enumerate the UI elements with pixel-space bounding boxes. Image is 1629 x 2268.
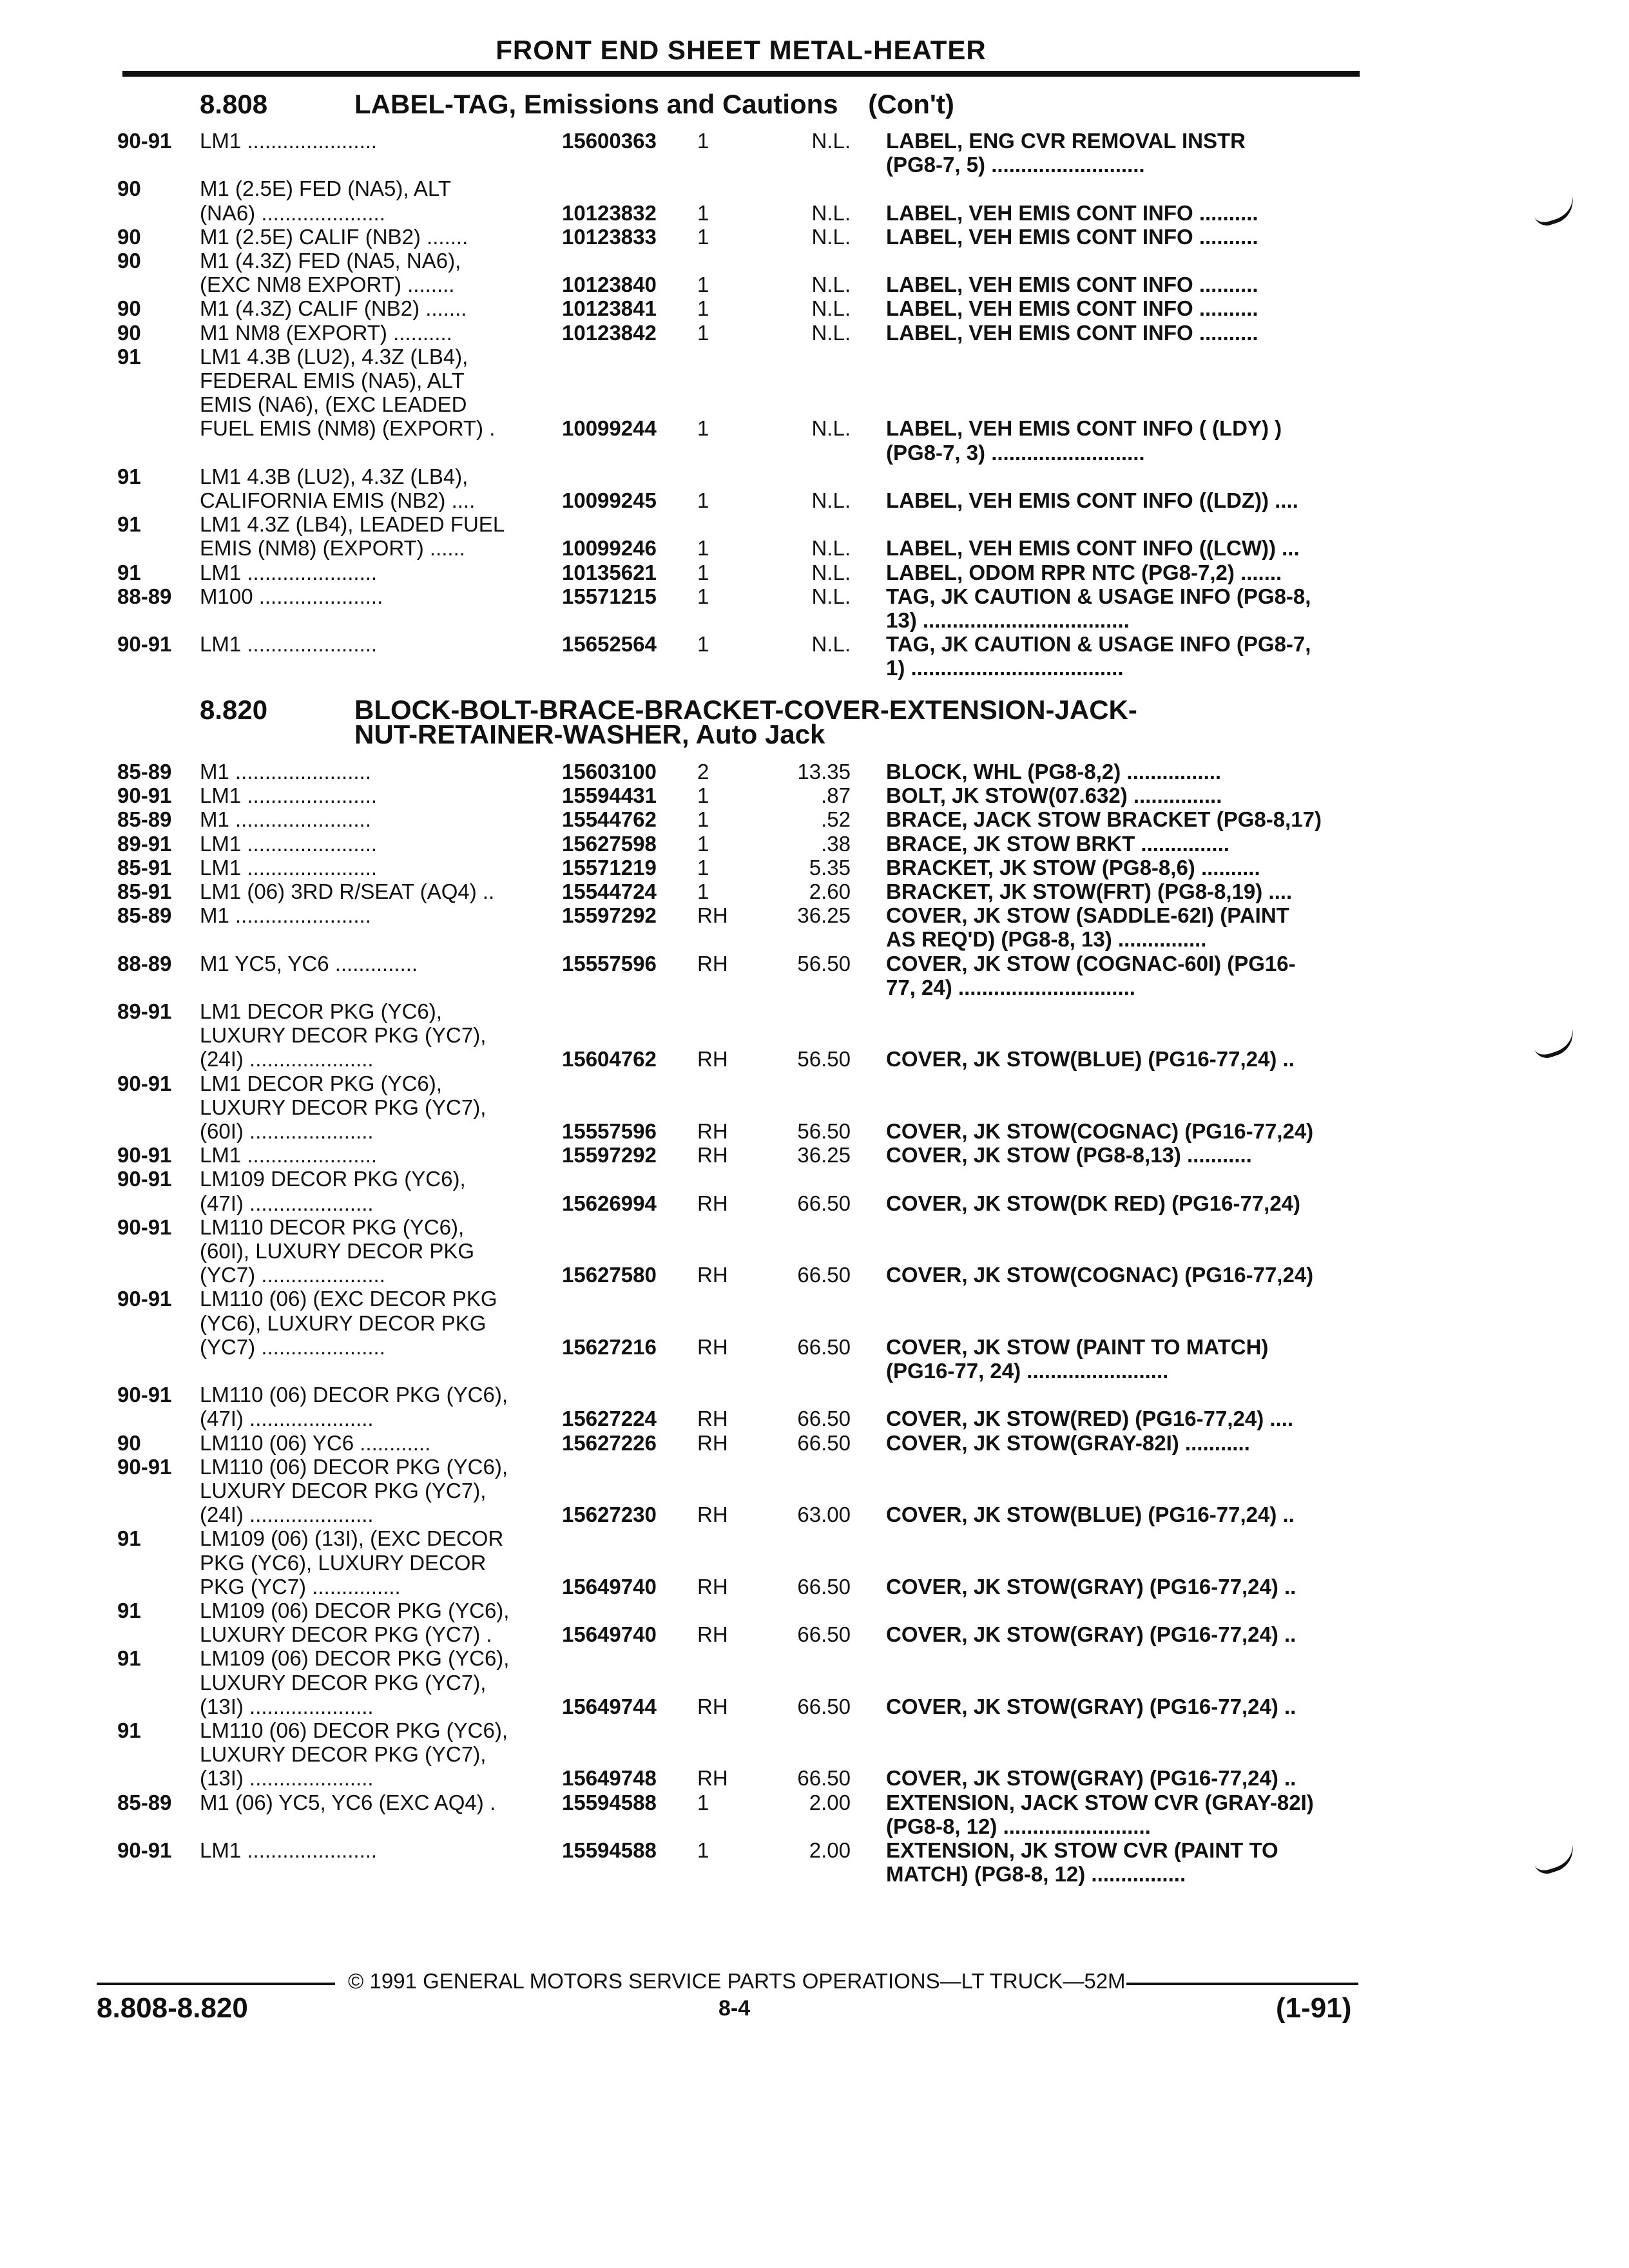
row-application: EMIS (NM8) (EXPORT) ...... (200, 536, 465, 561)
row-part-number: 15594588 (562, 1838, 657, 1862)
row-application: LM110 (06) DECOR PKG (YC6), (200, 1454, 508, 1479)
row-quantity: RH (697, 1143, 728, 1168)
row-price: N.L. (811, 224, 851, 249)
row-quantity: 1 (697, 632, 709, 657)
row-quantity: 1 (697, 320, 709, 345)
row-description: LABEL, VEH EMIS CONT INFO .......... (886, 273, 1258, 297)
row-price: N.L. (811, 584, 851, 608)
row-application: (EXC NM8 EXPORT) ........ (200, 273, 455, 297)
row-application: LUXURY DECOR PKG (YC7), (200, 1095, 487, 1119)
row-part-number: 15627580 (562, 1263, 657, 1287)
row-application: PKG (YC7) ............... (200, 1574, 401, 1599)
row-price: 66.50 (797, 1430, 851, 1455)
row-application: (YC6), LUXURY DECOR PKG (200, 1311, 487, 1335)
section-title: BLOCK-BOLT-BRACE-BRACKET-COVER-EXTENSION-JACK- (354, 695, 1137, 725)
row-quantity: RH (697, 1622, 728, 1647)
row-description: LABEL, VEH EMIS CONT INFO ((LCW)) ... (886, 536, 1300, 561)
row-price: 56.50 (797, 1047, 851, 1072)
row-description: COVER, JK STOW(COGNAC) (PG16-77,24) (886, 1119, 1314, 1143)
row-year: 90-91 (117, 783, 172, 808)
row-year: 90 (117, 296, 141, 321)
row-description: COVER, JK STOW(COGNAC) (PG16-77,24) (886, 1263, 1314, 1287)
row-description: BRACE, JACK STOW BRACKET (PG8-8,17) (886, 807, 1322, 832)
row-part-number: 15571215 (562, 584, 657, 608)
row-part-number: 15600363 (562, 129, 657, 153)
row-part-number: 15594588 (562, 1790, 657, 1814)
row-application: M1 ....................... (200, 903, 371, 928)
row-application: PKG (YC6), LUXURY DECOR (200, 1550, 487, 1575)
footer-rule-left (97, 1983, 335, 1985)
row-price: 13.35 (797, 760, 851, 783)
row-application: LM1 ...................... (200, 831, 378, 856)
row-quantity: RH (697, 1047, 728, 1072)
row-part-number: 15627226 (562, 1430, 657, 1455)
page-header-title: FRONT END SHEET METAL-HEATER (496, 35, 987, 65)
row-price: 66.50 (797, 1574, 851, 1599)
row-description: MATCH) (PG8-8, 12) ................ (886, 1862, 1186, 1887)
row-year: 91 (117, 1526, 141, 1551)
row-description: BRACKET, JK STOW(FRT) (PG8-8,19) .... (886, 879, 1293, 903)
row-year: 90-91 (117, 129, 172, 153)
row-part-number: 15557596 (562, 951, 657, 975)
row-quantity: RH (697, 1766, 728, 1791)
row-description: AS REQ'D) (PG8-8, 13) ............... (886, 927, 1207, 952)
row-description: COVER, JK STOW(GRAY) (PG16-77,24) .. (886, 1574, 1296, 1599)
row-part-number: 15604762 (562, 1047, 657, 1072)
row-part-number: 15544762 (562, 807, 657, 832)
row-application: LM109 (06) (13I), (EXC DECOR (200, 1526, 504, 1551)
row-application: LM110 (06) DECOR PKG (YC6), (200, 1383, 508, 1407)
header-rule (122, 71, 1360, 77)
row-application: (24I) ..................... (200, 1503, 374, 1527)
footer-rule-right (1126, 1983, 1358, 1985)
row-description: BLOCK, WHL (PG8-8,2) ................ (886, 760, 1222, 783)
row-description: BRACE, JK STOW BRKT ............... (886, 831, 1229, 856)
row-application: LUXURY DECOR PKG (YC7), (200, 1023, 487, 1048)
row-application: (YC7) ..................... (200, 1334, 385, 1359)
row-quantity: RH (697, 1407, 728, 1431)
row-application: LUXURY DECOR PKG (YC7), (200, 1479, 487, 1503)
row-part-number: 10123840 (562, 273, 657, 297)
row-description: COVER, JK STOW(BLUE) (PG16-77,24) .. (886, 1047, 1295, 1072)
row-part-number: 15594431 (562, 783, 657, 808)
section-title: LABEL-TAG, Emissions and Cautions (Con't) (354, 89, 954, 119)
row-description: COVER, JK STOW(BLUE) (PG16-77,24) .. (886, 1503, 1295, 1527)
row-part-number: 15627224 (562, 1407, 657, 1431)
row-price: 2.00 (809, 1838, 851, 1862)
row-description: LABEL, VEH EMIS CONT INFO .......... (886, 320, 1258, 345)
row-year: 89-91 (117, 831, 172, 856)
row-application: LM109 (06) DECOR PKG (YC6), (200, 1599, 510, 1622)
row-application: LM1 DECOR PKG (YC6), (200, 999, 442, 1023)
row-year: 85-89 (117, 903, 172, 928)
row-year: 85-91 (117, 879, 172, 903)
row-year: 91 (117, 560, 141, 584)
row-year: 88-89 (117, 584, 172, 608)
row-part-number: 15557596 (562, 1119, 657, 1143)
row-price: N.L. (811, 632, 851, 657)
row-year: 85-89 (117, 760, 172, 783)
row-application: M1 ....................... (200, 807, 371, 832)
row-price: 66.50 (797, 1334, 851, 1359)
row-price: 36.25 (797, 1143, 851, 1168)
row-price: N.L. (811, 416, 851, 441)
row-price: N.L. (811, 560, 851, 584)
row-year: 89-91 (117, 999, 172, 1023)
row-part-number: 15544724 (562, 879, 657, 903)
section-number: 8.808 (200, 89, 268, 119)
row-application: LM1 4.3Z (LB4), LEADED FUEL (200, 512, 505, 537)
row-description: (PG8-8, 12) ......................... (886, 1814, 1151, 1838)
section-number: 8.820 (200, 695, 268, 725)
row-price: 66.50 (797, 1191, 851, 1215)
footer-revision-date: (1-91) (1276, 1992, 1352, 2024)
row-description: LABEL, ODOM RPR NTC (PG8-7,2) ....... (886, 560, 1282, 584)
check-mark (1531, 1842, 1579, 1878)
row-description: TAG, JK CAUTION & USAGE INFO (PG8-7, (886, 632, 1311, 657)
row-description: COVER, JK STOW(RED) (PG16-77,24) .... (886, 1407, 1294, 1431)
row-quantity: RH (697, 1694, 728, 1718)
row-price: 56.50 (797, 951, 851, 975)
row-year: 90-91 (117, 1215, 172, 1239)
row-year: 90-91 (117, 1838, 172, 1862)
row-price: 66.50 (797, 1263, 851, 1287)
row-part-number: 10123832 (562, 200, 657, 225)
row-quantity: 1 (697, 1790, 709, 1814)
row-year: 90-91 (117, 1143, 172, 1168)
row-application: LUXURY DECOR PKG (YC7) . (200, 1622, 492, 1647)
row-year: 91 (117, 344, 141, 369)
row-application: M1 (2.5E) FED (NA5), ALT (200, 177, 451, 201)
row-part-number: 15649744 (562, 1694, 657, 1718)
row-year: 90 (117, 224, 141, 249)
row-price: N.L. (811, 536, 851, 561)
row-quantity: 1 (697, 200, 709, 225)
row-description: COVER, JK STOW (SADDLE-62I) (PAINT (886, 903, 1289, 928)
row-part-number: 10099246 (562, 536, 657, 561)
row-description: TAG, JK CAUTION & USAGE INFO (PG8-8, (886, 584, 1311, 608)
row-application: LUXURY DECOR PKG (YC7), (200, 1670, 487, 1695)
row-year: 88-89 (117, 951, 172, 975)
row-part-number: 15649740 (562, 1574, 657, 1599)
row-application: M1 (4.3Z) CALIF (NB2) ....... (200, 296, 467, 321)
row-quantity: 1 (697, 584, 709, 608)
row-part-number: 15649740 (562, 1622, 657, 1647)
row-part-number: 10099244 (562, 416, 657, 441)
row-price: N.L. (811, 320, 851, 345)
row-part-number: 10123841 (562, 296, 657, 321)
row-quantity: RH (697, 951, 728, 975)
row-price: N.L. (811, 200, 851, 225)
row-application: LM1 4.3B (LU2), 4.3Z (LB4), (200, 344, 468, 369)
row-quantity: 1 (697, 879, 709, 903)
row-description: 13) ................................... (886, 608, 1130, 632)
row-application: M1 YC5, YC6 .............. (200, 951, 418, 975)
row-year: 91 (117, 1718, 141, 1742)
row-application: M1 (06) YC5, YC6 (EXC AQ4) . (200, 1790, 496, 1814)
row-quantity: RH (697, 1503, 728, 1527)
row-description: COVER, JK STOW (PG8-8,13) ........... (886, 1143, 1252, 1168)
row-price: 2.00 (809, 1790, 851, 1814)
row-quantity: 1 (697, 273, 709, 297)
row-year: 90-91 (117, 1167, 172, 1191)
row-description: COVER, JK STOW(DK RED) (PG16-77,24) (886, 1191, 1301, 1215)
row-application: M1 NM8 (EXPORT) .......... (200, 320, 452, 345)
row-application: (24I) ..................... (200, 1047, 374, 1072)
row-quantity: 1 (697, 129, 709, 153)
row-application: (13I) ..................... (200, 1694, 374, 1718)
row-application: (13I) ..................... (200, 1766, 374, 1791)
row-year: 91 (117, 512, 141, 537)
row-description: (PG8-7, 5) .......................... (886, 153, 1145, 177)
row-year: 91 (117, 464, 141, 488)
row-application: (60I) ..................... (200, 1119, 374, 1143)
row-price: 5.35 (809, 855, 851, 879)
row-part-number: 15627598 (562, 831, 657, 856)
row-application: (47I) ..................... (200, 1407, 374, 1431)
row-description: EXTENSION, JACK STOW CVR (GRAY-82I) (886, 1790, 1314, 1814)
row-description: COVER, JK STOW (COGNAC-60I) (PG16- (886, 951, 1296, 975)
row-quantity: RH (697, 1574, 728, 1599)
row-quantity: 1 (697, 224, 709, 249)
row-part-number: 10123842 (562, 320, 657, 345)
row-description: (PG16-77, 24) ........................ (886, 1359, 1169, 1383)
row-price: 66.50 (797, 1622, 851, 1647)
row-quantity: 1 (697, 488, 709, 512)
row-application: LM1 ...................... (200, 632, 378, 657)
row-application: LM1 ...................... (200, 1838, 378, 1862)
row-application: LM1 DECOR PKG (YC6), (200, 1071, 442, 1095)
row-application: LM110 (06) YC6 ............ (200, 1430, 431, 1455)
row-year: 90 (117, 320, 141, 345)
footer-section-range: 8.808-8.820 (97, 1992, 248, 2024)
row-year: 90-91 (117, 1383, 172, 1407)
row-application: M100 ..................... (200, 584, 383, 608)
row-application: LM1 ...................... (200, 129, 378, 153)
row-year: 85-89 (117, 807, 172, 832)
row-price: 56.50 (797, 1119, 851, 1143)
row-year: 90 (117, 249, 141, 273)
row-quantity: RH (697, 903, 728, 928)
row-description: LABEL, VEH EMIS CONT INFO ((LDZ)) .... (886, 488, 1298, 512)
row-quantity: 1 (697, 807, 709, 832)
row-description: BOLT, JK STOW(07.632) ............... (886, 783, 1222, 808)
row-price: .52 (821, 807, 851, 832)
row-application: LM1 ...................... (200, 855, 378, 879)
row-price: 66.50 (797, 1694, 851, 1718)
row-description: LABEL, VEH EMIS CONT INFO ( (LDY) ) (886, 416, 1282, 441)
row-year: 90-91 (117, 1287, 172, 1311)
row-price: 36.25 (797, 903, 851, 928)
row-application: LM110 (06) DECOR PKG (YC6), (200, 1718, 508, 1742)
row-part-number: 15649748 (562, 1766, 657, 1791)
row-quantity: RH (697, 1119, 728, 1143)
row-price: 66.50 (797, 1766, 851, 1791)
row-application: (60I), LUXURY DECOR PKG (200, 1239, 475, 1263)
row-price: N.L. (811, 488, 851, 512)
row-price: N.L. (811, 273, 851, 297)
row-year: 90 (117, 1430, 141, 1455)
row-quantity: RH (697, 1191, 728, 1215)
row-price: 2.60 (809, 879, 851, 903)
row-quantity: 1 (697, 855, 709, 879)
row-quantity: 1 (697, 831, 709, 856)
row-description: BRACKET, JK STOW (PG8-8,6) .......... (886, 855, 1260, 879)
row-application: LM1 4.3B (LU2), 4.3Z (LB4), (200, 464, 468, 488)
row-description: 77, 24) .............................. (886, 975, 1135, 999)
row-year: 85-91 (117, 855, 172, 879)
row-application: (47I) ..................... (200, 1191, 374, 1215)
row-price: 66.50 (797, 1407, 851, 1431)
row-part-number: 10123833 (562, 224, 657, 249)
row-year: 90-91 (117, 1071, 172, 1095)
row-part-number: 15597292 (562, 1143, 657, 1168)
row-description: (PG8-7, 3) .......................... (886, 440, 1145, 465)
row-description: COVER, JK STOW(GRAY) (PG16-77,24) .. (886, 1766, 1296, 1791)
row-quantity: 1 (697, 416, 709, 441)
row-application: LM1 ...................... (200, 560, 378, 584)
row-part-number: 10135621 (562, 560, 657, 584)
row-description: COVER, JK STOW(GRAY) (PG16-77,24) .. (886, 1694, 1296, 1718)
row-part-number: 15603100 (562, 760, 657, 783)
row-application: M1 (2.5E) CALIF (NB2) ....... (200, 224, 468, 249)
row-description: COVER, JK STOW(GRAY) (PG16-77,24) .. (886, 1622, 1296, 1647)
row-description: LABEL, VEH EMIS CONT INFO .......... (886, 296, 1258, 321)
row-year: 85-89 (117, 1790, 172, 1814)
section-title-line-2: NUT-RETAINER-WASHER, Auto Jack (354, 719, 825, 749)
row-application: FUEL EMIS (NM8) (EXPORT) . (200, 416, 496, 441)
row-year: 90 (117, 177, 141, 201)
row-description: 1) .................................... (886, 656, 1124, 680)
row-year: 91 (117, 1599, 141, 1622)
row-description: LABEL, VEH EMIS CONT INFO .......... (886, 200, 1258, 225)
row-application: (YC7) ..................... (200, 1263, 385, 1287)
row-quantity: 1 (697, 536, 709, 561)
check-mark (1531, 194, 1579, 229)
row-application: LUXURY DECOR PKG (YC7), (200, 1742, 487, 1767)
row-description: LABEL, ENG CVR REMOVAL INSTR (886, 129, 1246, 153)
row-quantity: RH (697, 1334, 728, 1359)
row-quantity: 2 (697, 760, 709, 783)
row-application: LM110 DECOR PKG (YC6), (200, 1215, 465, 1239)
row-application: (NA6) ..................... (200, 200, 385, 225)
row-description: COVER, JK STOW (PAINT TO MATCH) (886, 1334, 1269, 1359)
row-price: .38 (821, 831, 851, 856)
row-application: LM109 (06) DECOR PKG (YC6), (200, 1646, 510, 1671)
row-application: LM1 ...................... (200, 783, 378, 808)
row-price: N.L. (811, 129, 851, 153)
row-price: N.L. (811, 296, 851, 321)
row-application: M1 ....................... (200, 760, 371, 783)
row-application: LM1 ...................... (200, 1143, 378, 1168)
row-description: EXTENSION, JK STOW CVR (PAINT TO (886, 1838, 1278, 1862)
row-quantity: 1 (697, 783, 709, 808)
row-part-number: 15627216 (562, 1334, 657, 1359)
row-quantity: RH (697, 1430, 728, 1455)
row-year: 90-91 (117, 1454, 172, 1479)
check-mark (1531, 1026, 1579, 1062)
row-application: FEDERAL EMIS (NA5), ALT (200, 369, 465, 392)
row-part-number: 15627230 (562, 1503, 657, 1527)
row-part-number: 15571219 (562, 855, 657, 879)
row-price: .87 (821, 783, 851, 808)
row-part-number: 15626994 (562, 1191, 657, 1215)
row-application: LM110 (06) (EXC DECOR PKG (200, 1287, 497, 1311)
row-year: 91 (117, 1646, 141, 1671)
row-part-number: 15597292 (562, 903, 657, 928)
row-quantity: RH (697, 1263, 728, 1287)
row-application: M1 (4.3Z) FED (NA5, NA6), (200, 249, 461, 273)
footer-page-number: 8-4 (718, 1996, 751, 2021)
footer-copyright: © 1991 GENERAL MOTORS SERVICE PARTS OPERATIONS—LT TRUCK—52M (348, 1969, 1126, 1993)
row-part-number: 10099245 (562, 488, 657, 512)
row-application: LM1 (06) 3RD R/SEAT (AQ4) .. (200, 879, 495, 903)
row-price: 63.00 (797, 1503, 851, 1527)
row-application: LM109 DECOR PKG (YC6), (200, 1167, 466, 1191)
row-application: CALIFORNIA EMIS (NB2) .... (200, 488, 476, 512)
row-description: COVER, JK STOW(GRAY-82I) ........... (886, 1430, 1250, 1455)
row-quantity: 1 (697, 296, 709, 321)
row-description: LABEL, VEH EMIS CONT INFO .......... (886, 224, 1258, 249)
row-year: 90-91 (117, 632, 172, 657)
row-quantity: 1 (697, 560, 709, 584)
row-application: EMIS (NA6), (EXC LEADED (200, 392, 467, 417)
row-part-number: 15652564 (562, 632, 657, 657)
row-quantity: 1 (697, 1838, 709, 1862)
